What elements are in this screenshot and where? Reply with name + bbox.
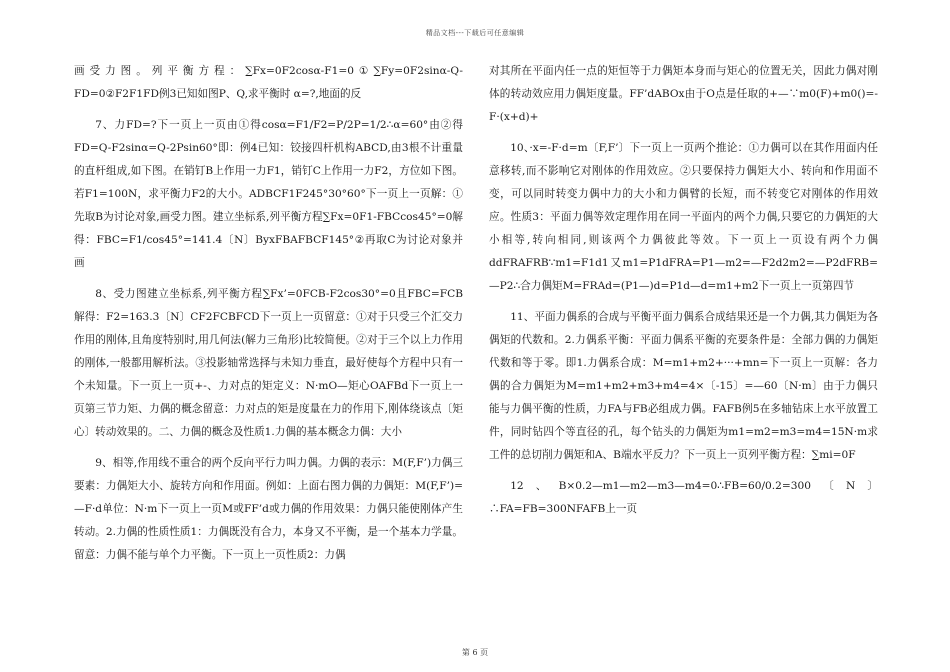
page-number: 第 6 页 xyxy=(461,648,489,657)
paragraph: 对其所在平面内任一点的矩恒等于力偶矩本身而与矩心的位置无关，因此力偶对刚体的转动效应用力偶矩度量。FF’dABOx由于O点是任取的+—∵m0(F)+m0()=-F·(x+d)+ xyxy=(489,65,878,123)
paragraph: 画受力图。列平衡方程：∑Fx=0F2cosα-F1=0①∑Fy=0F2sinα-Q-FD=0②F2F1FD例3已知如图P、Q,求平衡时 α=?,地面的反 xyxy=(74,65,463,100)
paragraph: 12、B×0.2—m1—m2—m3—m4=0∴FB=60/0.2=300〔N〕∴FA=FB=300NFAFB上一页 xyxy=(489,480,878,515)
left-column xyxy=(74,60,463,575)
right-column xyxy=(489,60,878,529)
paragraph: 7、力FD=?下一页上一页由①得cosα=F1/F2=P/2P=1/2∴α=60°由②得FD=Q-F2sinα=Q-2Psin60°即：例4已知：铰接四杆机构ABCD,由3根不计重量的直杆组成,如下图。在销钉B上作用一力F1，销钉C上作用一力F2，方位如下图。若F1=100N，求平衡力F2的大小。ADBCF1F245°30°60°下一页上一页解：①先取B为讨论对象,画受力图。建立坐标系,列平衡方程∑Fx=0F1-FBCcos45°=0解得：FBC=F1/cos45°=141.4〔N〕ByxFBAFBCF145°②再取C为讨论对象并画 xyxy=(74,119,463,269)
page-header: 精品文档---下载后可任意编辑 xyxy=(425,29,525,37)
paragraph: 11、平面力偶系的合成与平衡平面力偶系合成结果还是一个力偶,其力偶矩为各偶矩的代数和。2.力偶系平衡：平面力偶系平衡的充要条件是：全部力偶的力偶矩代数和等于零。即1.力偶系合成：M=m1+m2+···+mn=下一页上一页解：各力偶的合力偶矩为M=m1+m2+m3+m4=4×〔-15〕=—60〔N·m〕由于力偶只能与力偶平衡的性质，力FA与FB必组成力偶。FAFB例5在多轴钻床上水平放置工件，同时钻四个等直径的孔，每个钻头的力偶矩为m1=m2=m3=m4=15N·m求工件的总切削力偶矩和A、B端水平反力？下一页上一页列平衡方程：∑mi=0F xyxy=(489,311,878,461)
paragraph: 9、相等,作用线不重合的两个反向平行力叫力偶。力偶的表示：M(F,F’)力偶三要素：力偶矩大小、旋转方向和作用面。例如：上面右图力偶的力偶矩：M(F,F’)=—F·d单位：N·m下一页上一页M或FF’d或力偶的作用效果：力偶只能使刚体产生转动。2.力偶的性质性质1：力偶既没有合力，本身又不平衡，是一个基本力学量。留意：力偶不能与单个力平衡。下一页上一页性质2：力偶 xyxy=(74,457,463,561)
paragraph: 8、受力图建立坐标系,列平衡方程∑Fx’=0FCB-F2cos30°=0且FBC=FCB解得：F2=163.3〔N〕CF2FCBFCD下一页上一页留意：①对于只受三个汇交力作用的刚体,且角度特别时,用几何法(解力三角形)比较简便。②对于三个以上力作用的刚体,一般都用解析法。③投影轴常选择与未知力垂直，最好使每个方程中只有一个未知量。下一页上一页+-、力对点的矩定义：N·mO—矩心OAFBd下一页上一页第三节力矩、力偶的概念留意：力对点的矩是度量在力的作用下,刚体绕该点〔矩心〕转动效果的。二、力偶的概念及性质1.力偶的基本概念力偶：大小 xyxy=(74,288,463,438)
paragraph: 10、·x=-F·d=m〔F,F’〕下一页上一页两个推论：①力偶可以在其作用面内任意移转,而不影响它对刚体的作用效应。②只要保持力偶矩大小、转向和作用面不变，可以同时转变力偶中力的大小和力偶臂的长短，而不转变它对刚体的作用效应。性质3：平面力偶等效定理作用在同一平面内的两个力偶,只要它的力偶矩的大小相等,转向相同,则该两个力偶彼此等效。下一页上一页设有两个力偶ddFRAFRB∵m1=F1d1又m1=P1dFRA=P1—m2=—F2d2m2=—P2dFRB=—P2∴合力偶矩M=FRAd=(P1—)d=P1d—d=m1+m2下一页上一页第四节 xyxy=(489,142,878,292)
